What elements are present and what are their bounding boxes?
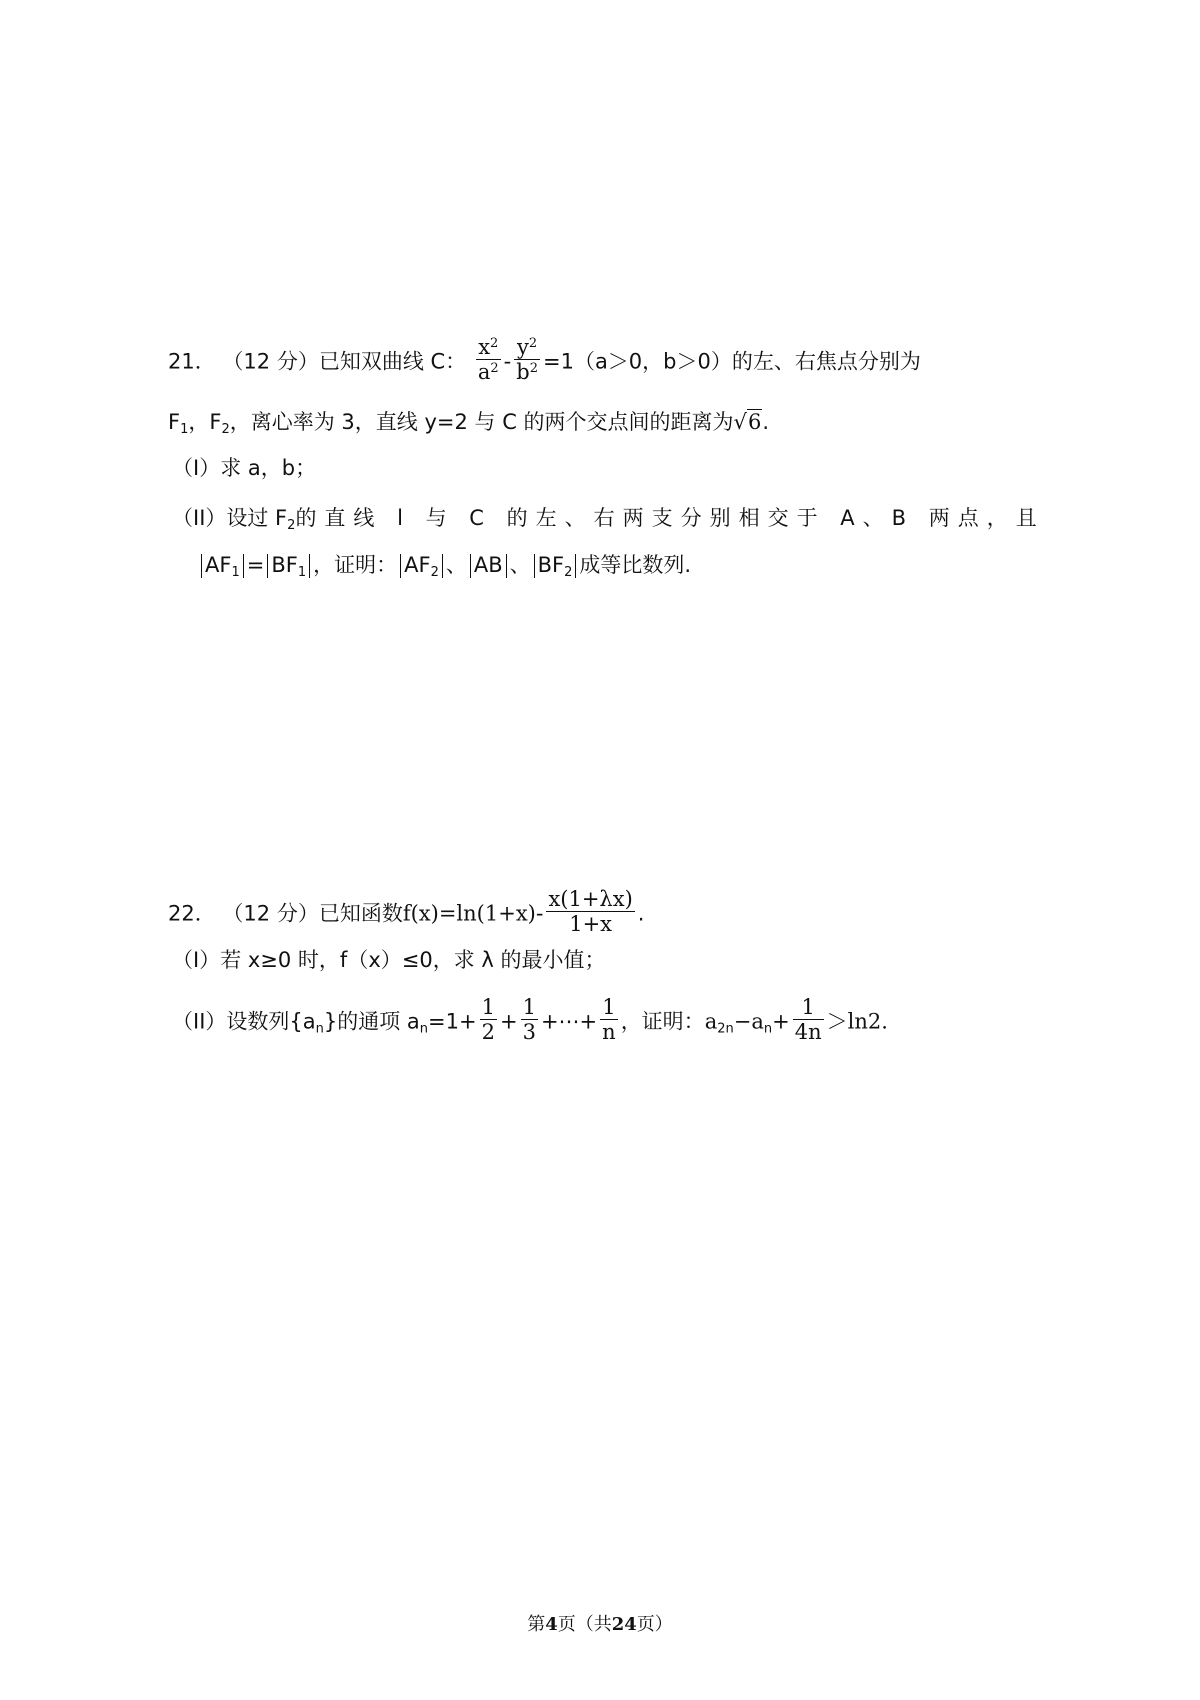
q22-line1 bbox=[168, 887, 645, 939]
frac-num: 1 bbox=[600, 995, 618, 1020]
q21-line2-text: ，离心率为 3，直线 y=2 与 C 的两个交点间的距离为 bbox=[229, 410, 734, 434]
sub: 2 bbox=[287, 518, 296, 533]
abs-bar bbox=[506, 554, 507, 578]
q21-eq-tail: =1（a＞0，b＞0）的左、右焦点分别为 bbox=[542, 349, 921, 374]
q21-part2-text: 的直线 l 与 C 的左、右两支分别相交于 A、B 两点，且 bbox=[295, 506, 1045, 530]
frac-num: x(1+λx) bbox=[548, 887, 633, 911]
total-pages: 24 bbox=[611, 1614, 637, 1635]
q21-part2-prefix: （II）设过 F bbox=[172, 506, 288, 530]
q21-line2 bbox=[168, 412, 769, 436]
frac-den: a bbox=[477, 360, 491, 385]
q21-frac-x2-a2 bbox=[476, 335, 501, 384]
frac-den: 2 bbox=[481, 1020, 495, 1045]
minus-sign: - bbox=[535, 901, 544, 926]
q22-func-frac bbox=[546, 887, 634, 936]
seg-bf2: BF bbox=[537, 553, 565, 577]
q22-part2 bbox=[172, 995, 888, 1047]
q21-part2-line1 bbox=[172, 508, 1045, 532]
q22-score-intro: （12 分）已知函数 bbox=[222, 901, 403, 926]
sub: 1 bbox=[297, 565, 307, 580]
period: . bbox=[762, 410, 769, 434]
q22-number: 22． bbox=[168, 901, 216, 926]
frac-1-n bbox=[600, 995, 618, 1044]
sub: 1 bbox=[180, 422, 189, 437]
footer-suffix: 页） bbox=[636, 1614, 673, 1635]
frac-den: 4n bbox=[794, 1020, 822, 1045]
sub: 1 bbox=[231, 565, 240, 580]
frac-num: 1 bbox=[481, 995, 495, 1019]
seg-bf1: BF bbox=[271, 553, 298, 577]
abs-bar bbox=[201, 554, 202, 578]
sub: n bbox=[315, 1021, 324, 1037]
f1-label: F bbox=[168, 410, 181, 434]
sup: 2 bbox=[490, 361, 499, 377]
plus-ellipsis: +⋯+ bbox=[540, 1009, 598, 1034]
abs-bar bbox=[267, 554, 268, 578]
proof-label: ，证明： bbox=[620, 1009, 705, 1034]
frac-num: 1 bbox=[793, 995, 824, 1020]
frac-den: b bbox=[516, 360, 530, 385]
q21-frac-y2-b2 bbox=[514, 335, 540, 384]
sqrt-radicand: 6 bbox=[747, 410, 762, 434]
sub: n bbox=[763, 1021, 773, 1037]
sup: 2 bbox=[528, 336, 538, 351]
abs-bar bbox=[442, 554, 443, 578]
ineq-tail: ＞ln2. bbox=[826, 1009, 888, 1034]
page-footer bbox=[0, 1610, 1200, 1636]
sub: 2 bbox=[564, 565, 573, 580]
q22-part2-prefix: （II）设数列{a bbox=[172, 1009, 316, 1034]
q21-number: 21． bbox=[168, 349, 216, 374]
frac-num: x bbox=[478, 335, 491, 359]
abs-bar bbox=[575, 554, 576, 578]
abs-bar bbox=[470, 554, 471, 578]
period: . bbox=[637, 901, 645, 926]
q21-score-intro: （12 分）已知双曲线 C： bbox=[222, 349, 467, 374]
q22-part2-mid: }的通项 a bbox=[323, 1009, 420, 1034]
footer-middle: 页（共 bbox=[557, 1614, 612, 1635]
sqrt-symbol: √ bbox=[733, 410, 747, 434]
q21-part1 bbox=[172, 458, 316, 479]
sub: 2 bbox=[430, 565, 439, 580]
q21-line1 bbox=[168, 335, 921, 387]
abs-bar bbox=[243, 554, 244, 578]
frac-den: 1+x bbox=[569, 912, 613, 937]
sub: n bbox=[419, 1021, 429, 1037]
page-number: 4 bbox=[545, 1614, 558, 1635]
equals: =1+ bbox=[428, 1009, 477, 1034]
frac-1-4n bbox=[793, 995, 824, 1044]
sqrt-6 bbox=[734, 412, 763, 433]
abs-bar bbox=[534, 554, 535, 578]
equals: = bbox=[246, 553, 265, 577]
sub: 2 bbox=[221, 422, 230, 437]
seg-ab: AB bbox=[473, 553, 503, 577]
q22-part1-text: （I）若 x≥0 时，f（x）≤0，求 λ 的最小值； bbox=[172, 948, 606, 972]
seg-af2: AF bbox=[404, 553, 431, 577]
seg-af1: AF bbox=[205, 553, 232, 577]
sup: 2 bbox=[529, 361, 538, 377]
q21-part1-text: （I）求 a，b； bbox=[172, 456, 317, 480]
abs-bar bbox=[400, 554, 401, 578]
proof-label: ，证明： bbox=[313, 553, 398, 577]
frac-num: 1 bbox=[522, 995, 536, 1019]
sup: 2 bbox=[490, 336, 499, 351]
plus: + bbox=[772, 1009, 790, 1034]
q21-part2-end: 成等比数列. bbox=[579, 553, 692, 577]
sub: 2n bbox=[717, 1021, 734, 1037]
frac-num: y bbox=[517, 335, 529, 359]
minus-sign: - bbox=[503, 349, 512, 374]
frac-den: n bbox=[602, 1020, 616, 1045]
frac-den: 3 bbox=[522, 1020, 536, 1045]
f2-label: ，F bbox=[188, 410, 222, 434]
frac-1-3 bbox=[521, 995, 538, 1044]
minus-a: −a bbox=[733, 1009, 764, 1034]
q21-part2-line2 bbox=[198, 554, 691, 579]
abs-bar bbox=[309, 554, 310, 578]
frac-1-2 bbox=[480, 995, 497, 1044]
separator: 、 bbox=[445, 553, 467, 577]
a-term: a bbox=[704, 1009, 718, 1034]
q22-part1 bbox=[172, 950, 605, 971]
footer-prefix: 第 bbox=[527, 1614, 546, 1635]
plus: + bbox=[499, 1009, 518, 1034]
q22-func-lhs: f(x)=ln(1+x) bbox=[402, 901, 536, 926]
separator: 、 bbox=[509, 553, 531, 577]
